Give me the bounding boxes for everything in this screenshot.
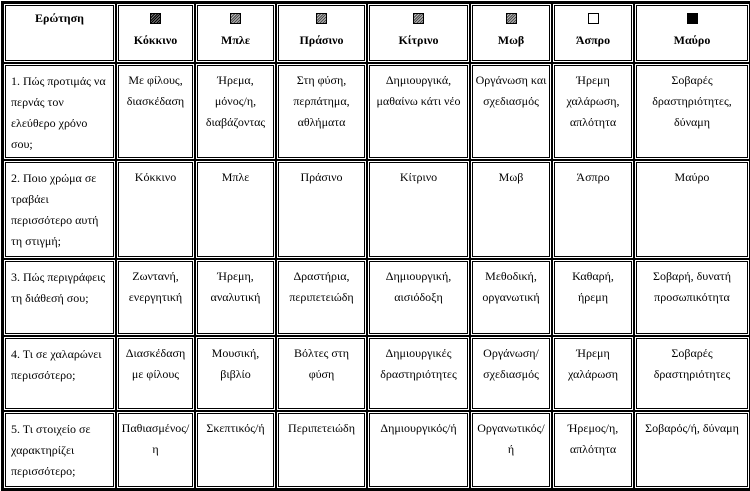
blue-swatch-icon [230, 13, 241, 24]
color-header-label: Κίτρινο [398, 33, 439, 47]
black-swatch-icon [687, 13, 698, 24]
color-header-label: Κόκκινο [133, 33, 178, 47]
question-cell: 3. Πώς περιγράφεις τη διάθεσή σου; [3, 259, 116, 336]
answer-cell: Οργάνωση και σχεδιασμός [470, 63, 552, 160]
color-header-label: Άσπρο [575, 33, 611, 47]
purple-swatch-icon [506, 13, 517, 24]
answer-cell: Οργάνωση/σχεδιασμός [470, 336, 552, 411]
answer-cell: Δημιουργικά, μαθαίνω κάτι νέο [367, 63, 470, 160]
answer-cell: Οργανωτικός/ή [470, 411, 552, 489]
table-row [3, 411, 750, 489]
color-quiz-table [1, 1, 750, 491]
color-header-blue [195, 3, 276, 63]
header-row [3, 3, 750, 63]
answer-cell: Ήρεμη χαλάρωση [552, 336, 634, 411]
color-header-label: Μπλε [221, 33, 250, 47]
answer-cell: Δημιουργικές δραστηριότητες [367, 336, 470, 411]
answer-cell: Μεθοδική, οργανωτική [470, 259, 552, 336]
answer-cell: Παθιασμένος/η [116, 411, 195, 489]
table-row [3, 259, 750, 336]
white-swatch-icon [588, 13, 599, 24]
color-header-label: Μαύρο [673, 33, 711, 47]
table-row [3, 63, 750, 160]
answer-cell: Δραστήρια, περιπετειώδη [276, 259, 367, 336]
answer-cell: Σοβαρές δραστηριότητες, δύναμη [634, 63, 750, 160]
answer-cell: Δημιουργικός/ή [367, 411, 470, 489]
answer-cell: Βόλτες στη φύση [276, 336, 367, 411]
question-cell: 4. Τι σε χαλαρώνει περισσότερο; [3, 336, 116, 411]
question-cell: 1. Πώς προτιμάς να περνάς τον ελεύθερο χρόνο σου; [3, 63, 116, 160]
answer-cell: Μαύρο [634, 160, 750, 259]
answer-cell: Ήρεμος/η, απλότητα [552, 411, 634, 489]
question-cell: 5. Τι στοιχείο σε χαρακτηρίζει περισσότερο; [3, 411, 116, 489]
answer-cell: Καθαρή, ήρεμη [552, 259, 634, 336]
color-header-white [552, 3, 634, 63]
answer-cell: Κίτρινο [367, 160, 470, 259]
answer-cell: Ήρεμα, μόνος/η, διαβάζοντας [195, 63, 276, 160]
color-header-green [276, 3, 367, 63]
yellow-swatch-icon [413, 13, 424, 24]
color-header-yellow [367, 3, 470, 63]
color-header-black [634, 3, 750, 63]
answer-cell: Μουσική, βιβλίο [195, 336, 276, 411]
color-header-label: Μωβ [497, 33, 525, 47]
answer-cell: Σοβαρός/ή, δύναμη [634, 411, 750, 489]
question-column-header: Ερώτηση [3, 3, 116, 63]
color-header-red [116, 3, 195, 63]
question-cell: 2. Ποιο χρώμα σε τραβάει περισσότερο αυτή τη στιγμή; [3, 160, 116, 259]
color-header-label: Πράσινο [299, 33, 344, 47]
answer-cell: Στη φύση, περπάτημα, αθλήματα [276, 63, 367, 160]
answer-cell: Μωβ [470, 160, 552, 259]
table-row [3, 336, 750, 411]
answer-cell: Σοβαρή, δυνατή προσωπικότητα [634, 259, 750, 336]
color-header-purple [470, 3, 552, 63]
answer-cell: Κόκκινο [116, 160, 195, 259]
answer-cell: Ζωντανή, ενεργητική [116, 259, 195, 336]
answer-cell: Πράσινο [276, 160, 367, 259]
red-swatch-icon [150, 13, 161, 24]
answer-cell: Ήρεμη χαλάρωση, απλότητα [552, 63, 634, 160]
answer-cell: Δημιουργική, αισιόδοξη [367, 259, 470, 336]
answer-cell: Με φίλους, διασκέδαση [116, 63, 195, 160]
table-row [3, 160, 750, 259]
answer-cell: Άσπρο [552, 160, 634, 259]
answer-cell: Περιπετειώδη [276, 411, 367, 489]
answer-cell: Μπλε [195, 160, 276, 259]
answer-cell: Διασκέδαση με φίλους [116, 336, 195, 411]
answer-cell: Σκεπτικός/ή [195, 411, 276, 489]
answer-cell: Ήρεμη, αναλυτική [195, 259, 276, 336]
green-swatch-icon [316, 13, 327, 24]
answer-cell: Σοβαρές δραστηριότητες [634, 336, 750, 411]
